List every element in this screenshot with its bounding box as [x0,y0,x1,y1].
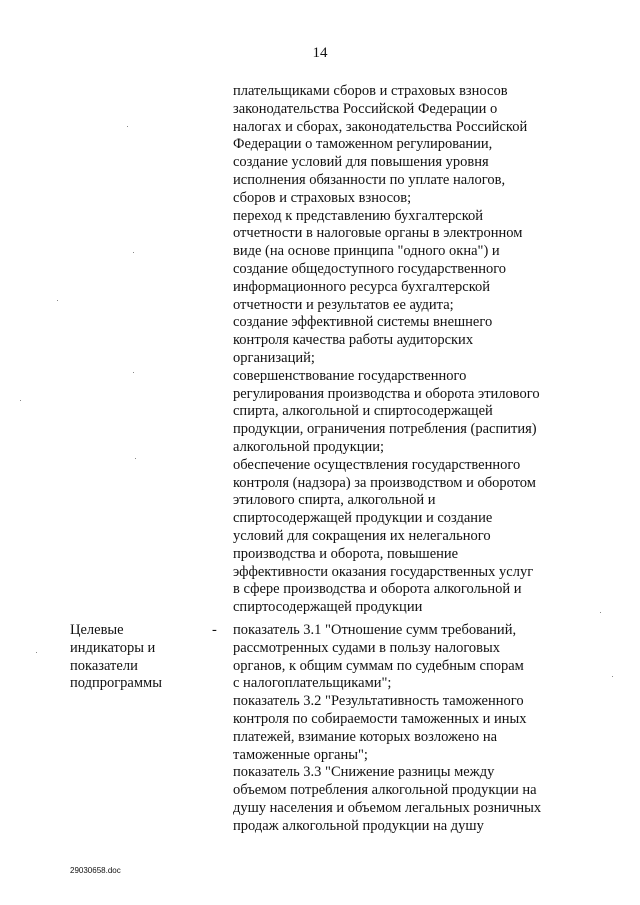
text-line: в сфере производства и оборота алкогольной и [233,581,522,598]
text-line: этилового спирта, алкогольной и [233,492,436,509]
text-line: Федерации о таможенном регулировании, [233,136,493,153]
scan-speck [127,126,128,127]
text-line: сборов и страховых взносов; [233,189,412,206]
scan-speck [36,652,37,653]
text-line: показатель 3.2 "Результативность таможенного [233,693,524,710]
label-line: подпрограммы [70,675,162,692]
text-line: эффективности оказания государственных услуг [233,563,534,580]
scan-speck [600,612,601,613]
label-line: Целевые [70,622,124,638]
goals-text-block [233,83,578,617]
text-line: спирта, алкогольной и спиртосодержащей [233,403,493,420]
text-line: переход к представлению бухгалтерской [233,207,484,224]
text-line: регулирования производства и оборота этилового [233,385,540,402]
label-dash: - [212,622,217,638]
text-line: отчетности и результатов ее аудита; [233,296,454,313]
text-line: производства и оборота, повышение [233,545,459,562]
text-line: спиртосодержащей продукции и создание [233,510,493,527]
text-line: информационного ресурса бухгалтерской [233,278,491,295]
text-line: продаж алкогольной продукции на душу [233,817,484,834]
footer-filename: 29030658.doc [70,866,121,875]
page-number: 14 [312,45,328,61]
scan-speck [57,300,58,301]
text-line: контроля по собираемости таможенных и иных [233,710,527,727]
indicators-text-block [233,622,578,836]
text-line: объемом потребления алкогольной продукции на [233,782,537,799]
text-line: совершенствование государственного [233,367,467,384]
text-line: создание общедоступного государственного [233,260,507,277]
text-line: органов, к общим суммам по судебным спорам [233,657,524,674]
text-line: виде (на основе принципа "одного окна") и [233,243,500,260]
text-line: создание условий для повышения уровня [233,154,489,171]
label-line: показатели [70,657,138,674]
scan-speck [133,252,134,253]
text-line: организаций; [233,349,315,366]
text-line: продукции, ограничения потребления (распития) [233,421,537,438]
text-line: показатель 3.3 "Снижение разницы между [233,764,495,781]
text-line: душу населения и объемом легальных розничных [233,799,542,816]
text-line: налогах и сборах, законодательства Российской [233,118,528,135]
text-line: создание эффективной системы внешнего [233,314,493,331]
scan-speck [20,400,21,401]
scan-speck [133,372,134,373]
scan-speck [612,676,613,677]
text-line: платежей, взимание которых возложено на [233,728,498,745]
label-line: индикаторы и [70,639,156,656]
text-line: показатель 3.1 "Отношение сумм требований, [233,622,517,638]
section-label [70,622,195,693]
scan-speck [135,458,136,459]
text-line: законодательства Российской Федерации о [233,100,498,117]
text-line: с налогоплательщиками"; [233,675,392,692]
text-line: условий для сокращения их нелегального [233,527,491,544]
text-line: спиртосодержащей продукции [233,599,423,616]
text-line: обеспечение осуществления государственного [233,456,521,473]
text-line: алкогольной продукции; [233,438,385,455]
text-line: плательщиками сборов и страховых взносов [233,83,508,99]
text-line: отчетности в налоговые органы в электронном [233,225,523,242]
text-line: таможенные органы"; [233,746,368,763]
text-line: контроля (надзора) за производством и оборотом [233,474,536,491]
text-line: рассмотренных судами в пользу налоговых [233,639,501,656]
text-line: исполнения обязанности по уплате налогов, [233,171,506,188]
text-line: контроля качества работы аудиторских [233,332,474,349]
